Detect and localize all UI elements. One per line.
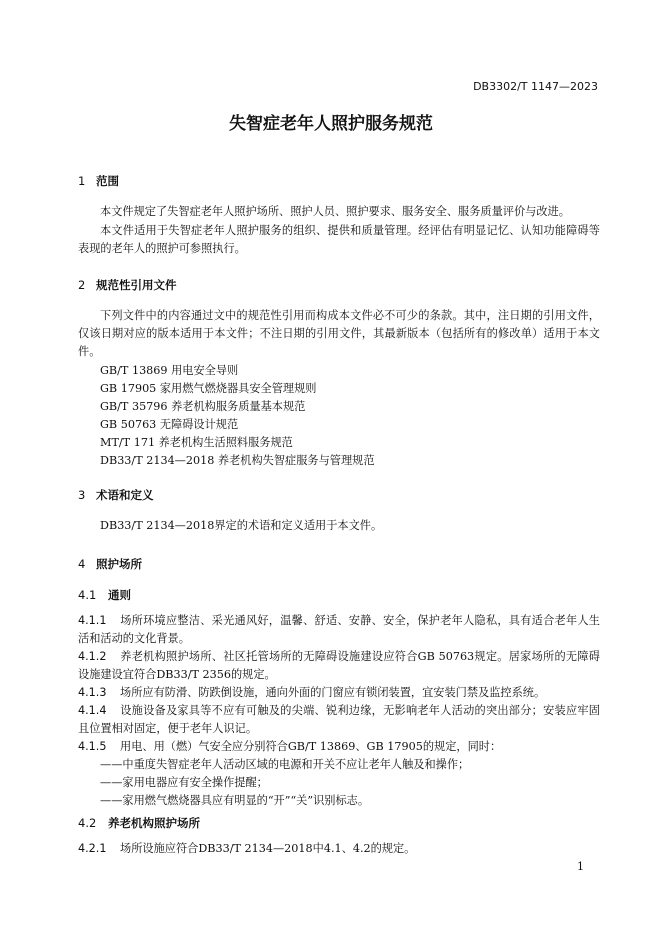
document-title: 失智症老年人照护服务规范 bbox=[229, 114, 433, 134]
clause-text: 场所设施应符合DB33/T 2134—2018中4.1、4.2的规定。 bbox=[120, 842, 416, 855]
section-1-para-1: 本文件规定了失智症老年人照护场所、照护人员、照护要求、服务安全、服务质量评价与改进。 bbox=[100, 205, 570, 218]
section-3-para-1: DB33/T 2134—2018界定的术语和定义适用于本文件。 bbox=[100, 519, 383, 532]
section-1-para-2: 本文件适用于失智症老年人照护服务的组织、提供和质量管理。经评估有明显记忆、认知功能障碍等表现的老年人的照护可参照执行。 bbox=[78, 224, 600, 255]
dash-list-item: ——家用燃气燃烧器具应有明显的“开”“关”识别标志。 bbox=[100, 794, 370, 807]
reference-item: GB/T 13869 用电安全导则 bbox=[100, 364, 239, 377]
clause-4-2-1 bbox=[78, 840, 600, 858]
standard-code: DB3302/T 1147—2023 bbox=[473, 80, 598, 93]
section-1-heading bbox=[78, 173, 119, 189]
clause-4-1-2 bbox=[78, 648, 600, 684]
reference-item: GB/T 35796 养老机构服务质量基本规范 bbox=[100, 400, 306, 413]
page-number: 1 bbox=[577, 860, 584, 873]
section-2-para-1: 下列文件中的内容通过文中的规范性引用而构成本文件必不可少的条款。其中，注日期的引用文件，仅该日期对应的版本适用于本文件；不注日期的引用文件，其最新版本（包括所有的修改单）适用于本文件。 bbox=[78, 309, 600, 358]
clause-text: 场所应有防滑、防跌倒设施，通向外面的门窗应有锁闭装置，宜安装门禁及监控系统。 bbox=[120, 686, 546, 699]
dash-list-item: ——中重度失智症老年人活动区域的电源和开关不应让老年人触及和操作； bbox=[100, 758, 470, 771]
subsection-number: 4.1 bbox=[78, 588, 97, 602]
clause-text: 场所环境应整洁、采光通风好，温馨、舒适、安静、安全，保护老年人隐私，具有适合老年人生活和活动的文化背景。 bbox=[78, 614, 600, 645]
reference-item: MT/T 171 养老机构生活照料服务规范 bbox=[100, 436, 293, 449]
clause-number: 4.1.4 bbox=[78, 704, 107, 717]
subsection-number: 4.2 bbox=[78, 816, 97, 830]
clause-4-1-5 bbox=[78, 738, 600, 756]
reference-item: DB33/T 2134—2018 养老机构失智症服务与管理规范 bbox=[100, 454, 375, 467]
clause-4-1-4 bbox=[78, 702, 600, 738]
section-title: 规范性引用文件 bbox=[96, 278, 177, 292]
clause-number: 4.1.5 bbox=[78, 740, 107, 753]
subsection-title: 通则 bbox=[108, 588, 131, 602]
section-title: 术语和定义 bbox=[96, 488, 154, 502]
section-number: 4 bbox=[78, 557, 86, 571]
clause-4-1-1 bbox=[78, 612, 600, 648]
section-title: 范围 bbox=[96, 174, 119, 188]
section-number: 3 bbox=[78, 488, 86, 502]
clause-number: 4.1.3 bbox=[78, 686, 107, 699]
section-title: 照护场所 bbox=[96, 557, 142, 571]
clause-4-1-3 bbox=[78, 684, 600, 702]
clause-text: 设施设备及家具等不应有可触及的尖端、锐利边缘，无影响老年人活动的突出部分；安装应牢固且位置相对固定，便于老年人识记。 bbox=[78, 704, 600, 735]
section-3-heading bbox=[78, 487, 154, 503]
subsection-title: 养老机构照护场所 bbox=[108, 816, 200, 830]
section-2-heading bbox=[78, 277, 177, 293]
clause-number: 4.1.2 bbox=[78, 650, 107, 663]
clause-text: 养老机构照护场所、社区托管场所的无障碍设施建设应符合GB 50763规定。居家场所的无障碍设施建设宜符合DB33/T 2356的规定。 bbox=[78, 650, 600, 681]
reference-item: GB 50763 无障碍设计规范 bbox=[100, 418, 239, 431]
clause-text: 用电、用（燃）气安全应分别符合GB/T 13869、GB 17905的规定，同时： bbox=[120, 740, 502, 753]
dash-list-item: ——家用电器应有安全操作提醒； bbox=[100, 776, 268, 789]
section-4-heading bbox=[78, 556, 142, 572]
section-number: 1 bbox=[78, 174, 86, 188]
clause-number: 4.2.1 bbox=[78, 842, 107, 855]
section-number: 2 bbox=[78, 278, 86, 292]
subsection-4-1-heading bbox=[78, 587, 131, 603]
clause-number: 4.1.1 bbox=[78, 614, 107, 627]
subsection-4-2-heading bbox=[78, 815, 200, 831]
reference-item: GB 17905 家用燃气燃烧器具安全管理规则 bbox=[100, 382, 317, 395]
